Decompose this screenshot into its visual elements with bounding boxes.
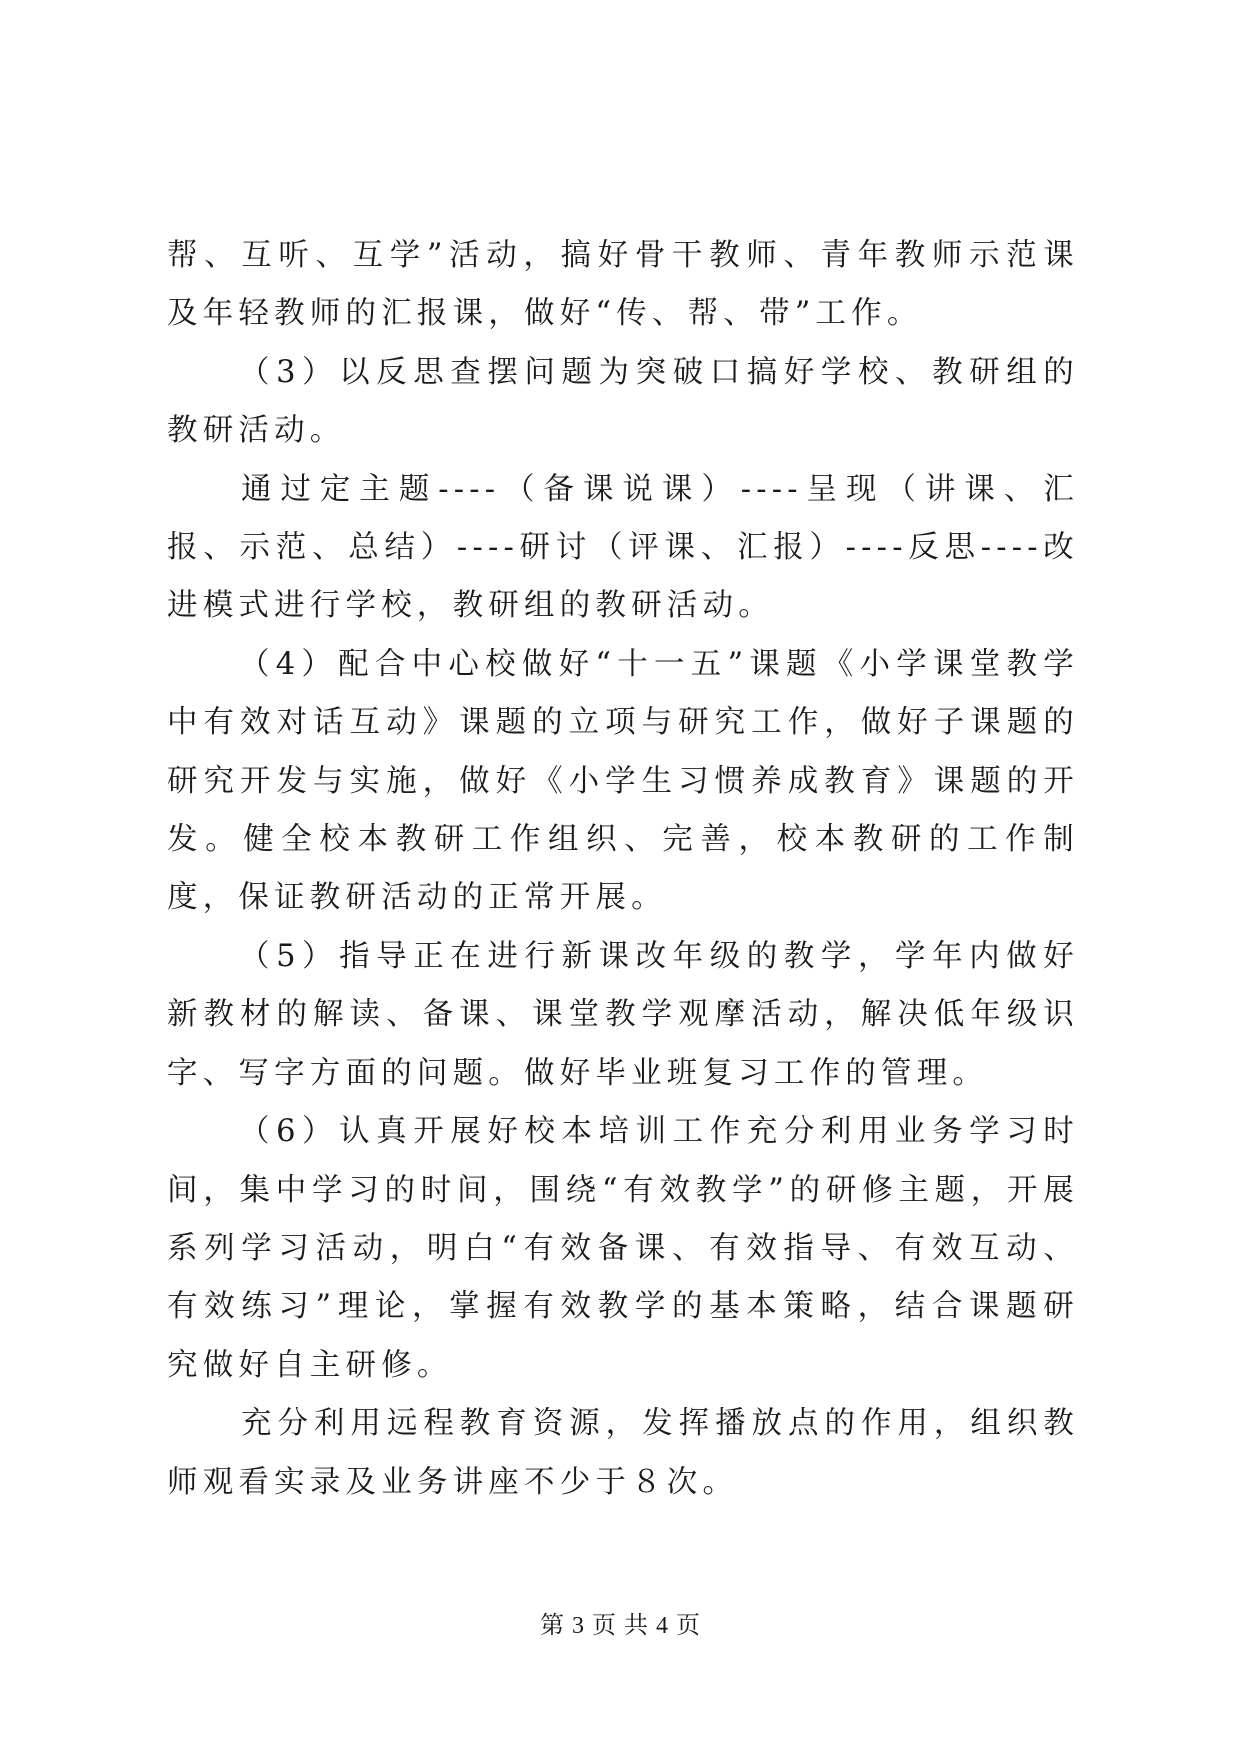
paragraph-item-6: （6）认真开展好校本培训工作充分利用业务学习时间，集中学习的时间，围绕“有效教学”的研修主题，开展系列学习活动，明白“有效备课、有效指导、有效互动、有效练习”理论，掌握有效教学的基本策略，结合课题研究做好自主研修。 bbox=[167, 1114, 1079, 1383]
paragraph-item-5: （5）指导正在进行新课改年级的教学，学年内做好新教材的解读、备课、课堂教学观摩活动，解决低年级识字、写字方面的问题。做好毕业班复习工作的管理。 bbox=[167, 938, 1079, 1091]
page-number-footer: 第 3 页 共 4 页 bbox=[540, 1613, 701, 1639]
paragraph-item-3: （3）以反思查摆问题为突破口搞好学校、教研组的教研活动。 bbox=[167, 354, 1079, 449]
paragraph-process-model: 通过定主题----（备课说课）----呈现（讲课、汇报、示范、总结）----研讨（评课、汇报）----反思----改进模式进行学校，教研组的教研活动。 bbox=[167, 471, 1079, 624]
paragraph-continuation: 帮、互听、互学”活动，搞好骨干教师、青年教师示范课及年轻教师的汇报课，做好“传、帮、带”工作。 bbox=[167, 238, 1079, 332]
paragraph-item-4: （4）配合中心校做好“十一五”课题《小学课堂教学中有效对话互动》课题的立项与研究工作，做好子课题的研究开发与实施，做好《小学生习惯养成教育》课题的开发。健全校本教研工作组织、完善，校本教研的工作制度，保证教研活动的正常开展。 bbox=[167, 646, 1079, 916]
document-body bbox=[167, 227, 1079, 1512]
paragraph-remote-education: 充分利用远程教育资源，发挥播放点的作用，组织教师观看实录及业务讲座不少于８次。 bbox=[167, 1406, 1079, 1500]
